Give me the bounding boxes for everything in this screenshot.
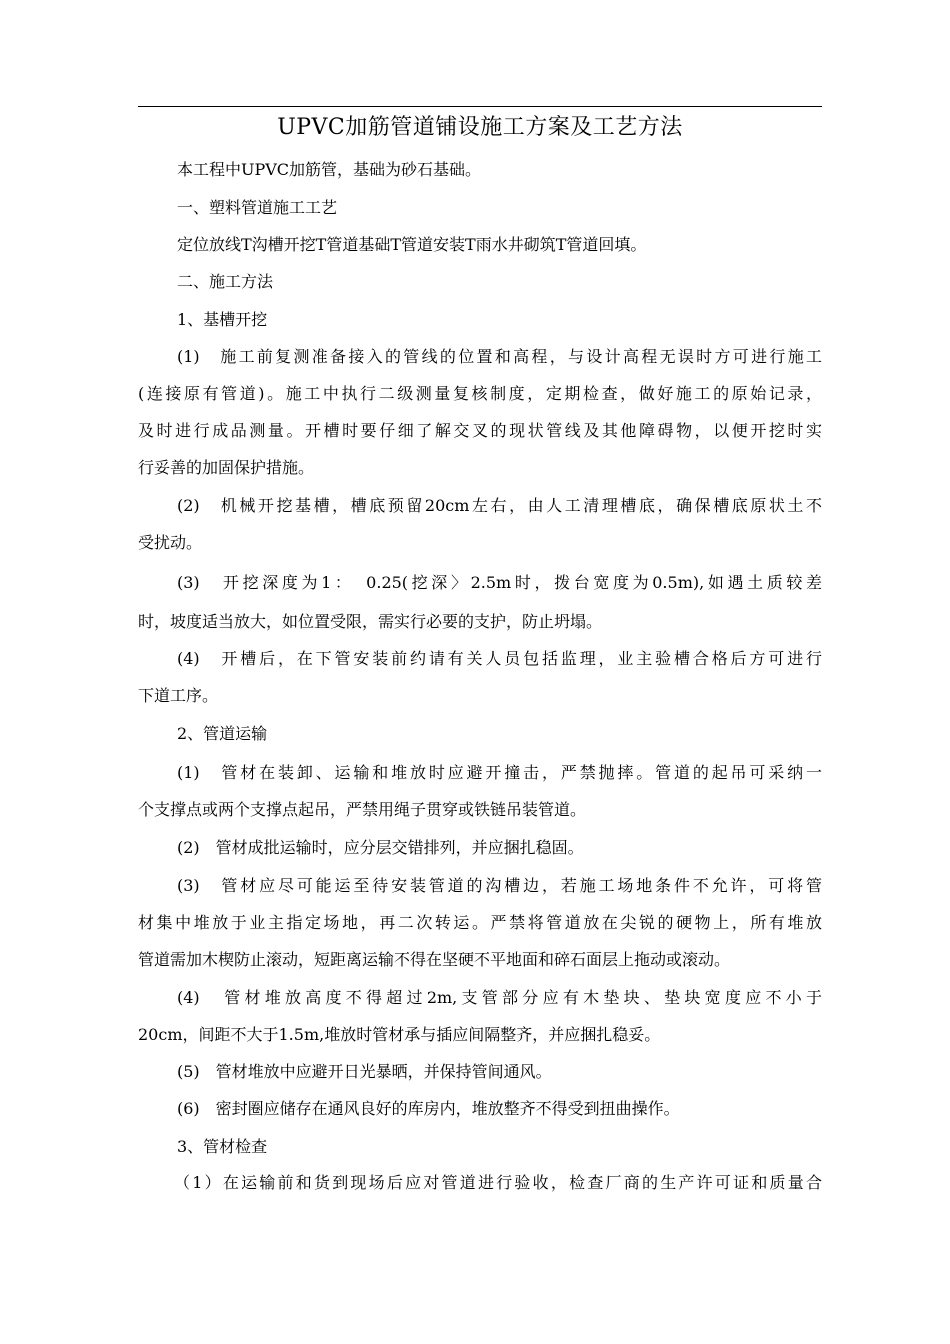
paragraph-line: （1）在运输前和货到现场后应对管道进行验收，检查厂商的生产许可证和质量合: [174, 1173, 822, 1192]
section-heading-1: 一、塑料管道施工工艺: [177, 198, 338, 217]
paragraph-line: (6) 密封圈应储存在通风良好的库房内，堆放整齐不得受到扭曲操作。: [177, 1099, 680, 1118]
intro-paragraph: 本工程中UPVC加筋管，基础为砂石基础。: [177, 160, 482, 179]
subsection-heading-3: 3、管材检查: [177, 1137, 268, 1156]
paragraph-line: 行妥善的加固保护措施。: [138, 458, 315, 477]
paragraph-line: (3) 开挖深度为1： 0.25(挖深〉2.5m时，拨台宽度为0.5m),如遇土质较差: [177, 573, 822, 592]
paragraph-line: (4) 开槽后，在下管安装前约请有关人员包括监理，业主验槽合格后方可进行: [177, 649, 822, 668]
subsection-heading-2: 2、管道运输: [177, 724, 268, 743]
paragraph-line: (4) 管材堆放高度不得超过2m,支管部分应有木垫块、垫块宽度应不小于: [177, 988, 822, 1007]
paragraph-line: 20cm，间距不大于1.5m,堆放时管材承与插应间隔整齐，并应捆扎稳妥。: [138, 1025, 661, 1044]
paragraph-line: 及时进行成品测量。开槽时要仔细了解交叉的现状管线及其他障碍物，以便开挖时实: [138, 421, 822, 440]
paragraph-line: 个支撑点或两个支撑点起吊，严禁用绳子贯穿或铁链吊装管道。: [138, 800, 587, 819]
paragraph-line: (连接原有管道)。施工中执行二级测量复核制度，定期检查，做好施工的原始记录，: [138, 384, 822, 403]
process-flow-line: 定位放线T沟槽开挖T管道基础T管道安装T雨水井砌筑T管道回填。: [177, 235, 647, 254]
paragraph-line: (1) 管材在装卸、运输和堆放时应避开撞击，严禁抛摔。管道的起吊可采纳一: [177, 763, 822, 782]
paragraph-line: (2) 管材成批运输时，应分层交错排列，并应捆扎稳固。: [177, 838, 584, 857]
paragraph-line: (3) 管材应尽可能运至待安装管道的沟槽边，若施工场地条件不允许，可将管: [177, 876, 822, 895]
paragraph-line: (2) 机械开挖基槽，槽底预留20cm左右，由人工清理槽底，确保槽底原状土不: [177, 496, 822, 515]
header-rule: [138, 106, 822, 107]
subsection-heading-1: 1、基槽开挖: [177, 310, 268, 329]
paragraph-line: 时，坡度适当放大，如位置受限，需实行必要的支护，防止坍塌。: [138, 612, 603, 631]
section-heading-2: 二、施工方法: [177, 272, 274, 291]
paragraph-line: 下道工序。: [138, 686, 219, 705]
paragraph-line: (1) 施工前复测准备接入的管线的位置和高程，与设计高程无误时方可进行施工: [177, 347, 822, 366]
paragraph-line: (5) 管材堆放中应避开日光暴晒，并保持管间通风。: [177, 1062, 552, 1081]
paragraph-line: 材集中堆放于业主指定场地，再二次转运。严禁将管道放在尖锐的硬物上，所有堆放: [138, 913, 822, 932]
document-title: UPVC加筋管道铺设施工方案及工艺方法: [277, 115, 683, 140]
paragraph-line: 管道需加木楔防止滚动，短距离运输不得在坚硬不平地面和碎石面层上拖动或滚动。: [138, 950, 731, 969]
paragraph-line: 受扰动。: [138, 533, 203, 552]
